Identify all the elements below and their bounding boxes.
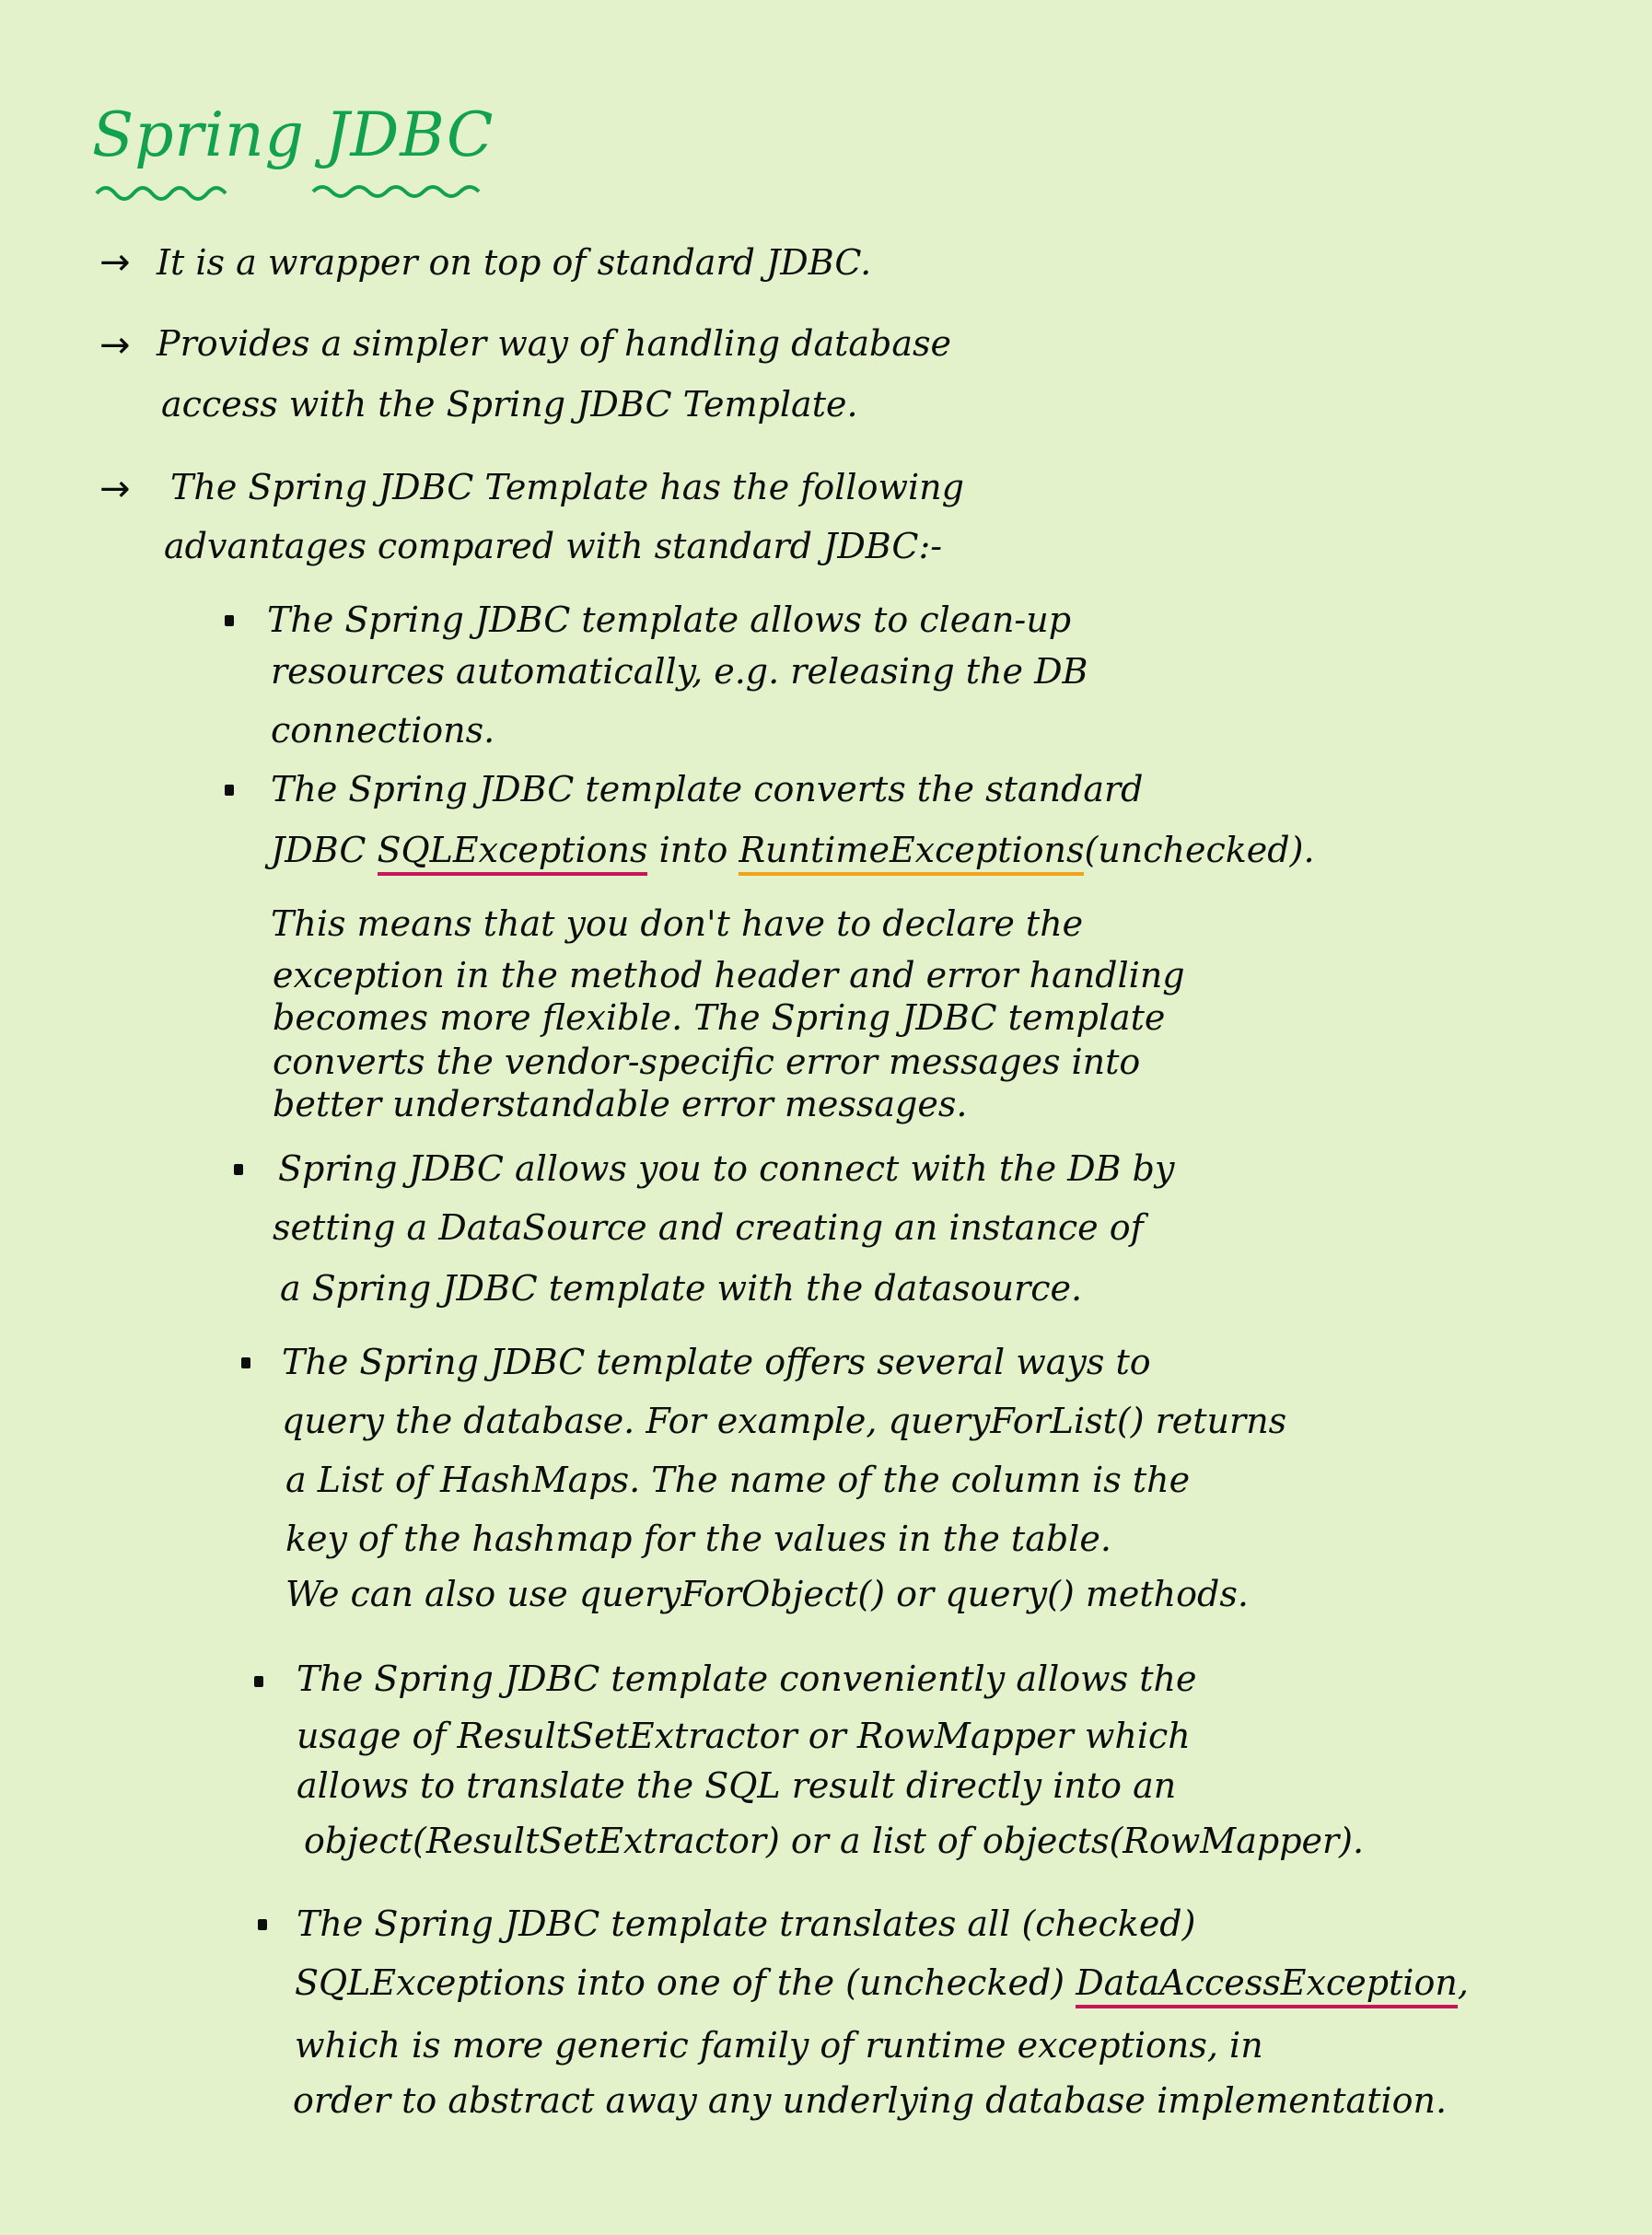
intro-point-1-line-1: It is a wrapper on top of standard JDBC. xyxy=(157,242,872,283)
bullet-2-line-2: This means that you don't have to declare the xyxy=(271,903,1084,944)
arrow-bullet-icon: → xyxy=(99,241,131,284)
square-bullet-icon xyxy=(258,1919,267,1930)
bullet-5-line-4: object(ResultSetExtractor) or a list of objects(RowMapper). xyxy=(304,1821,1365,1861)
bullet-4-line-5: We can also use queryForObject() or query() methods. xyxy=(285,1574,1249,1614)
runtimeexceptions-highlight: RuntimeExceptions xyxy=(739,830,1084,876)
bullet-2-line-5: converts the vendor-specific error messages into xyxy=(273,1042,1141,1082)
bullet-1-line-3: connections. xyxy=(271,710,495,751)
bullet-4-line-2: query the database. For example, queryForList() returns xyxy=(282,1401,1287,1441)
arrow-bullet-icon: → xyxy=(99,468,131,510)
into-word: into xyxy=(658,830,728,870)
bullet-1-line-1: The Spring JDBC template allows to clean-up xyxy=(267,599,1072,640)
bullet-6-line-3: order to abstract away any underlying database implementation. xyxy=(293,2080,1448,2121)
square-bullet-icon xyxy=(225,615,234,626)
bullet-3-line-3: a Spring JDBC template with the datasource. xyxy=(280,1268,1083,1309)
page-title: Spring JDBC xyxy=(92,99,494,170)
bullet-6-line-2: which is more generic family of runtime exceptions, in xyxy=(295,2025,1263,2066)
sqlexceptions-highlight: SQLExceptions xyxy=(378,830,648,876)
bullet-5-line-1: The Spring JDBC template conveniently allows the xyxy=(297,1659,1197,1699)
bullet-4-line-3: a List of HashMaps. The name of the column is the xyxy=(285,1460,1191,1500)
square-bullet-icon xyxy=(234,1164,243,1175)
bullet-2-line-3: exception in the method header and error handling xyxy=(273,955,1185,995)
unchecked-suffix: (unchecked). xyxy=(1084,830,1315,870)
square-bullet-icon xyxy=(241,1357,250,1368)
bullet-5-line-3: allows to translate the SQL result directly into an xyxy=(297,1765,1177,1806)
bullet-1-line-2: resources automatically, e.g. releasing the DB xyxy=(271,651,1088,692)
bullet-5-line-2: usage of ResultSetExtractor or RowMapper which xyxy=(297,1716,1191,1756)
intro-point-3-line-1: The Spring JDBC Template has the following xyxy=(170,467,964,507)
bullet-3-line-2: setting a DataSource and creating an instance of xyxy=(273,1207,1144,1248)
square-bullet-icon xyxy=(254,1676,263,1687)
bullet-2-line-1: The Spring JDBC template converts the standard xyxy=(271,769,1144,809)
bullet-4-line-4: key of the hashmap for the values in the table. xyxy=(285,1519,1111,1559)
jdbc-prefix: JDBC xyxy=(271,830,366,870)
bullet-4-line-1: The Spring JDBC template offers several ways to xyxy=(282,1342,1151,1382)
intro-point-3-line-2: advantages compared with standard JDBC:- xyxy=(164,526,943,566)
intro-point-2-line-2: access with the Spring JDBC Template. xyxy=(161,384,858,425)
dae-prefix: SQLExceptions into one of the (unchecked) xyxy=(295,1962,1065,2003)
bullet-6-line-1: The Spring JDBC template translates all (checked) xyxy=(297,1903,1196,1944)
intro-point-2-line-1: Provides a simpler way of handling database xyxy=(157,323,951,364)
arrow-bullet-icon: → xyxy=(99,324,131,367)
bullet-3-line-1: Spring JDBC allows you to connect with the DB by xyxy=(278,1148,1175,1189)
dataaccessexception-highlight: DataAccessException xyxy=(1076,1962,1458,2008)
bullet-2-jdbc-line xyxy=(271,829,1315,871)
bullet-2-line-4: becomes more flexible. The Spring JDBC template xyxy=(273,997,1166,1038)
square-bullet-icon xyxy=(225,785,234,796)
bullet-6-dae-line xyxy=(295,1961,1469,2004)
dae-suffix: , xyxy=(1457,1962,1469,2003)
title-squiggle-underline xyxy=(92,175,516,212)
bullet-2-line-6: better understandable error messages. xyxy=(273,1084,968,1124)
